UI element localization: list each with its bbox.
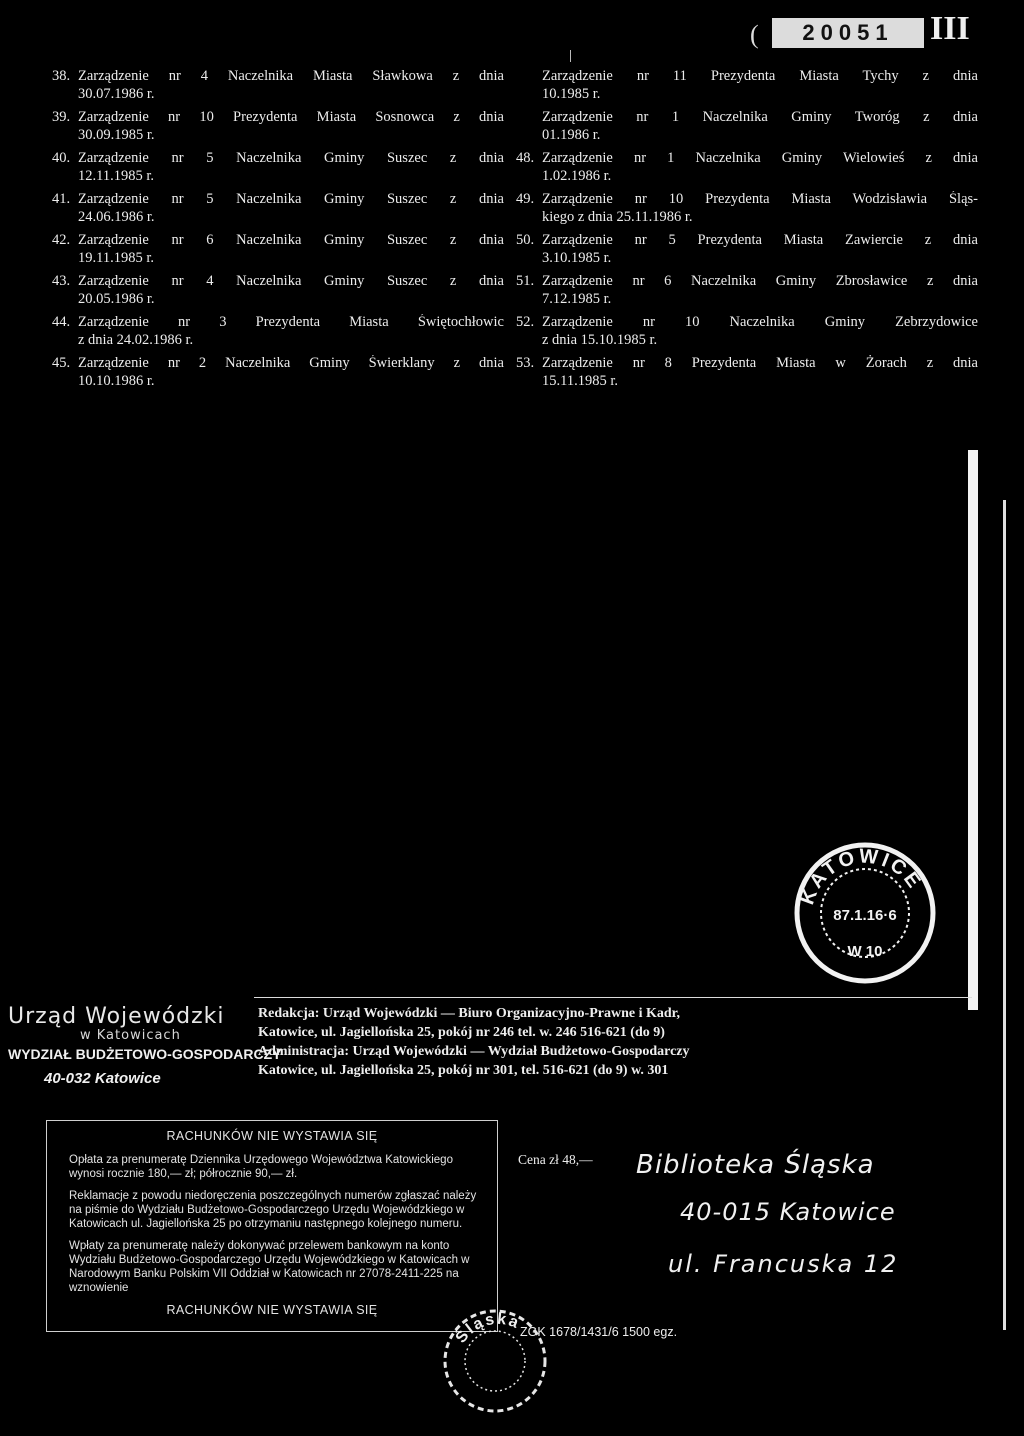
margin-line [1003,500,1006,1330]
notice-paragraph: Wpłaty za prenumeratę należy dokonywać przelewem bankowym na konto Wydziału Budżetowo-Gospodarczego Urzędu Wojewódzkiego w Katowicach w Narodowym Banku Polskim VII Oddział w Katowicach nr 27078-2411-225 na wznowienie [69,1240,470,1294]
list-item: 38. Zarządzenie nr 4 Naczelnika Miasta Sławkowa z dnia 30.07.1986 r. [52,68,504,102]
stamp-paren: ( [750,20,759,49]
list-item: Zarządzenie nr 11 Prezydenta Miasta Tychy z dnia 10.1985 r. [542,68,978,102]
publisher-imprint [258,1004,978,1080]
imprint-editorial: Redakcja: Urząd Wojewódzki — Biuro Organizacyjno-Prawne i Kadr, [258,1006,681,1021]
imprint-administration-address: Katowice, ul. Jagiellońska 25, pokój nr 301, tel. 516-621 (do 9) w. 301 [258,1063,669,1078]
print-run-info: ZGK 1678/1431/6 1500 egz. [520,1325,678,1339]
list-item: 52. Zarządzenie nr 10 Naczelnika Gminy Zebrzydowice z dnia 15.10.1985 r. [516,314,978,348]
notice-paragraph: Opłata za prenumeratę Dziennika Urzędowego Województwa Katowickiego wynosi rocznie 180,— zł; półrocznie 90,— zł. [69,1154,453,1180]
list-item: 49. Zarządzenie nr 10 Prezydenta Miasta Wodzisławia Śląs- kiego z dnia 25.11.1986 r. [516,191,978,225]
list-item: 43. Zarządzenie nr 4 Naczelnika Gminy Suszec z dnia 20.05.1986 r. [52,273,504,307]
list-item: 39. Zarządzenie nr 10 Prezydenta Miasta Sosnowca z dnia 30.09.1985 r. [52,109,504,143]
library-seal-bottom [440,1306,550,1416]
seal-ring-text: KATOWICE [796,845,927,908]
price: Cena zł 48,— [518,1152,593,1167]
list-item: 48. Zarządzenie nr 1 Naczelnika Gminy Wielowieś z dnia 1.02.1986 r. [516,150,978,184]
list-item: 53. Zarządzenie nr 8 Prezydenta Miasta w Żorach z dnia 15.11.1985 r. [516,355,978,389]
notice-paragraph: Reklamacje z powodu niedoręczenia poszczególnych numerów zgłaszać należy na piśmie do Wydziału Budżetowo-Gospodarczego Urzędu Wojewódzkiego w Katowicach ul. Jagiellońska 25 po otrzymaniu następnego kolejnego numeru. [69,1190,477,1230]
notice-header: RACHUNKÓW NIE WYSTAWIA SIĘ [166,1129,378,1143]
list-item: Zarządzenie nr 1 Naczelnika Gminy Tworóg z dnia 01.1986 r. [542,109,978,143]
left-column [52,68,504,396]
list-item: 40. Zarządzenie nr 5 Naczelnika Gminy Suszec z dnia 12.11.1985 r. [52,150,504,184]
handwritten-postal-city: 40-015 Katowice [680,1198,896,1226]
list-item: 41. Zarządzenie nr 5 Naczelnika Gminy Suszec z dnia 24.06.1986 r. [52,191,504,225]
archive-number-stamp [750,6,980,50]
list-item: 45. Zarządzenie nr 2 Naczelnika Gminy Świerklany z dnia 10.10.1986 r. [52,355,504,389]
library-seal-stamp [790,838,940,988]
corner-tick [570,50,571,62]
list-item: 44. Zarządzenie nr 3 Prezydenta Miasta Świętochłowic z dnia 24.02.1986 r. [52,314,504,348]
handwritten-library-name: Biblioteka Śląska [636,1150,875,1180]
list-item: 42. Zarządzenie nr 6 Naczelnika Gminy Suszec z dnia 19.11.1985 r. [52,232,504,266]
imprint-rule [254,997,972,998]
margin-bar [968,450,978,1010]
office-stamp: Urząd Wojewódzki w Katowicach WYDZIAŁ BUDŻETOWO-GOSPODARCZY 40-032 Katowice [8,1004,282,1087]
notice-footer: RACHUNKÓW NIE WYSTAWIA SIĘ [166,1303,378,1317]
imprint-editorial-address: Katowice, ul. Jagiellońska 25, pokój nr 246 tel. w. 246 516-621 (do 9) [258,1025,665,1040]
seal-center-date: 87.1.16·6 [833,907,897,924]
imprint-administration: Administracja: Urząd Wojewódzki — Wydział Budżetowo-Gospodarczy [258,1044,690,1059]
right-column [516,68,978,396]
list-item: 50. Zarządzenie nr 5 Prezydenta Miasta Zawiercie z dnia 3.10.1985 r. [516,232,978,266]
handwritten-street: ul. Francuska 12 [668,1250,899,1278]
list-item: 51. Zarządzenie nr 6 Naczelnika Gminy Zbrosławice z dnia 7.12.1985 r. [516,273,978,307]
stamp-roman-numeral: III [930,10,970,47]
seal-bottom-text: W 10 [847,943,883,960]
stamp-number: 20051 [772,18,924,48]
seal-bottom-ring-text: Śląska [452,1310,523,1347]
subscription-notice [46,1120,498,1332]
